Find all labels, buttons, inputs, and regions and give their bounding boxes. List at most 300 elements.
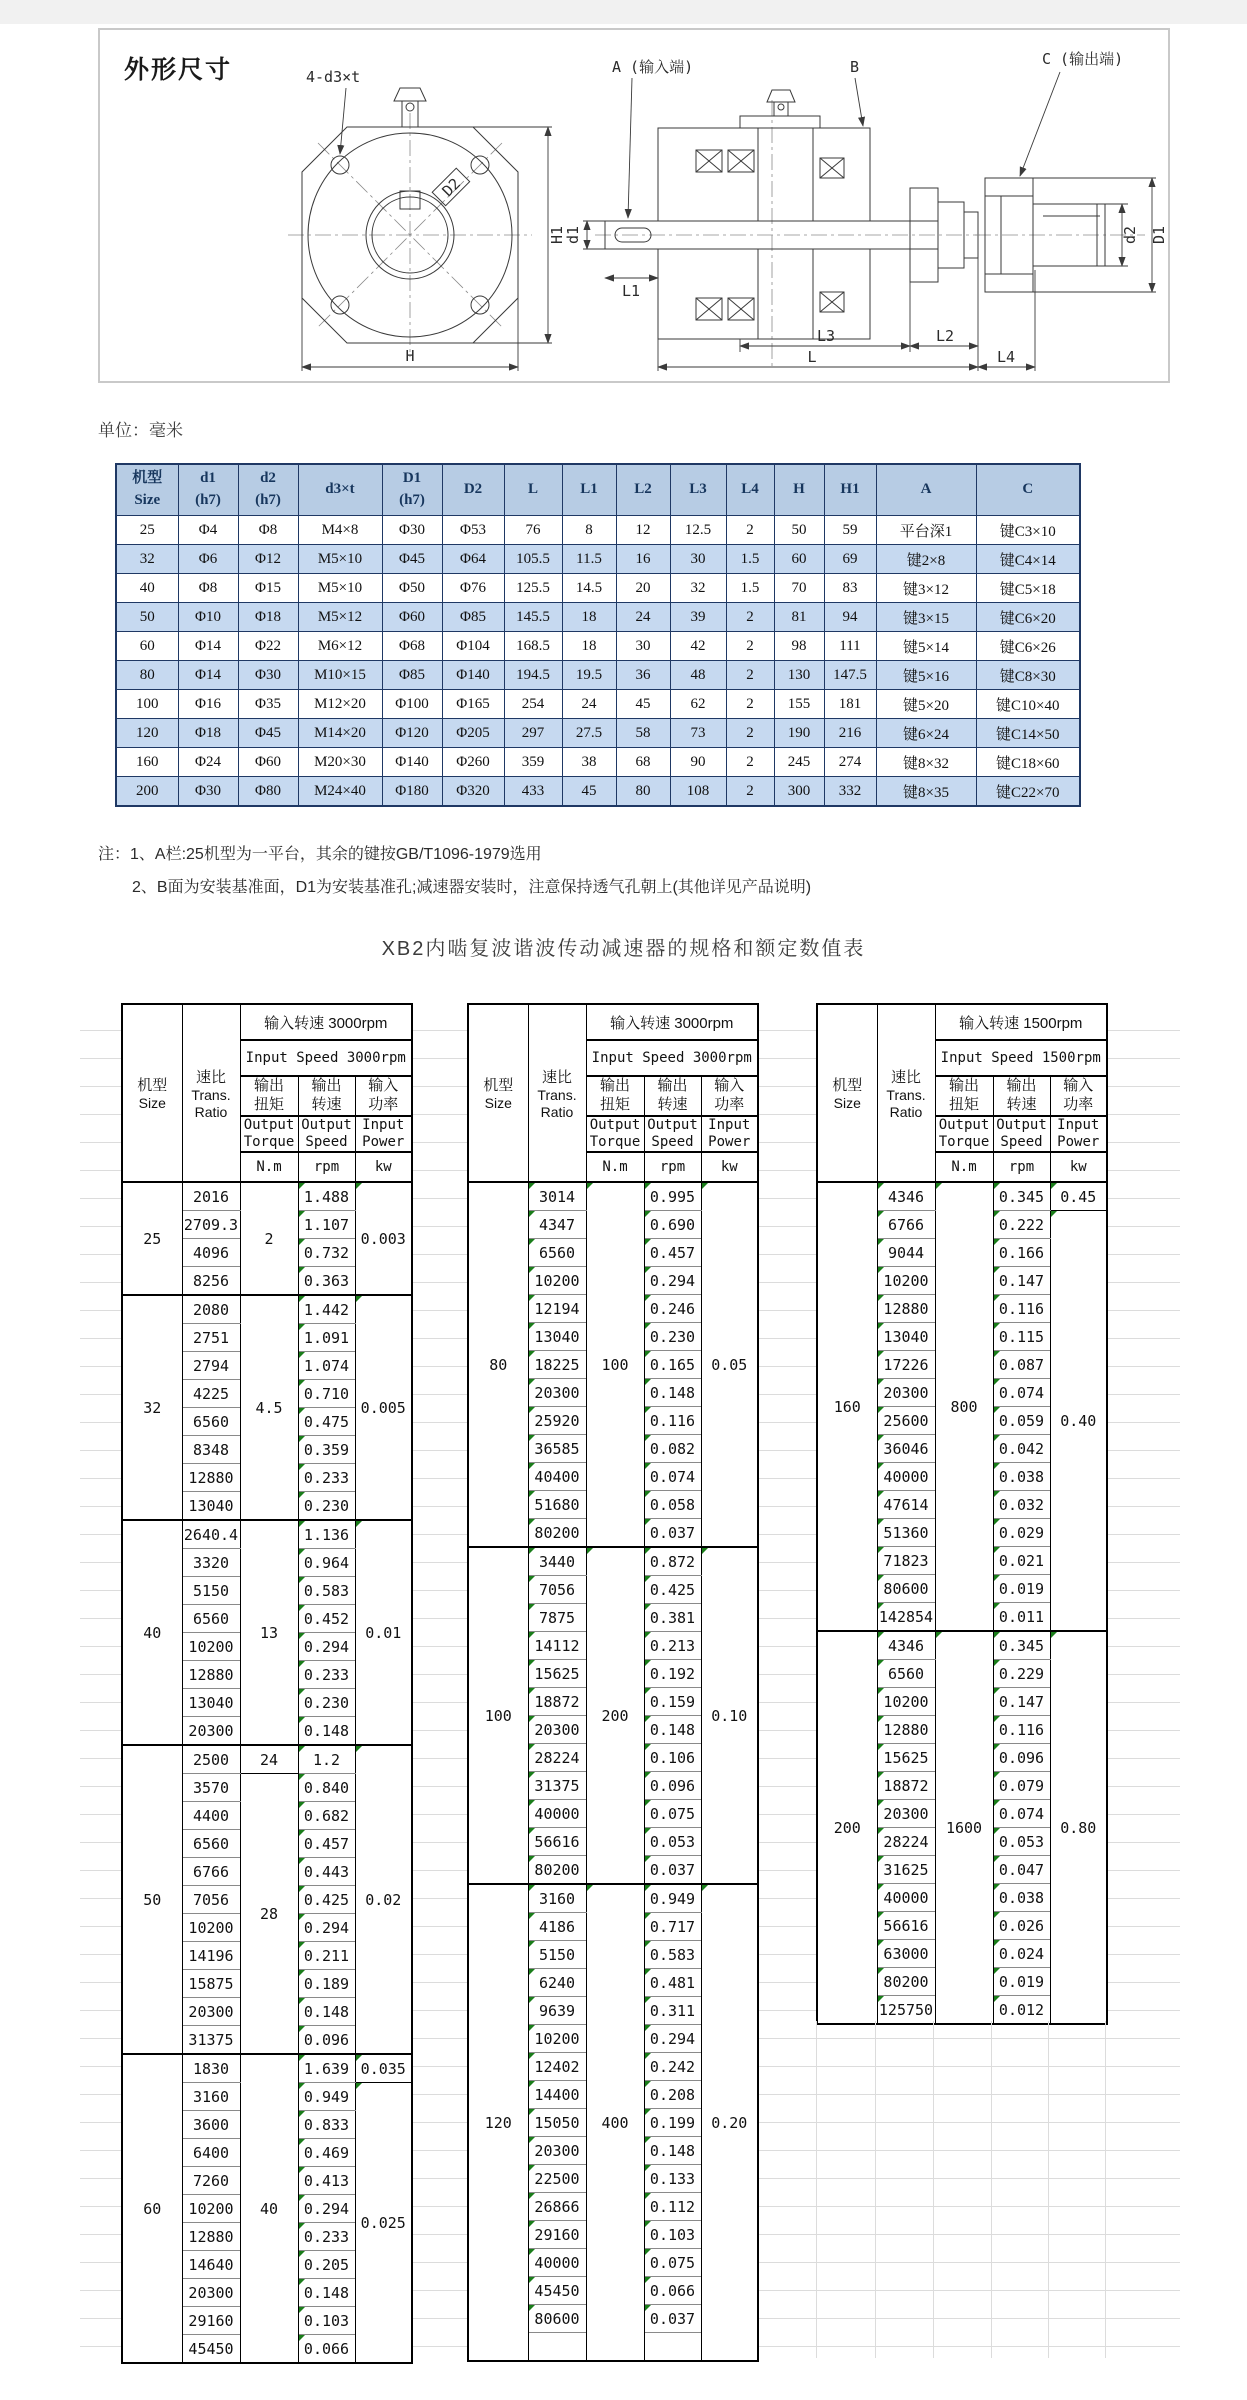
dim-label-d1: d1 xyxy=(564,225,582,245)
dim-cell: 27.5 xyxy=(562,719,616,748)
speed-cell: 0.082 xyxy=(644,1435,701,1463)
dim-cell: 155 xyxy=(774,690,824,719)
ratio-cell: 28224 xyxy=(528,1744,586,1772)
dim-cell: 90 xyxy=(670,748,726,777)
size-header: 机型 Size xyxy=(468,1004,528,1182)
ratio-cell: 12402 xyxy=(528,2053,586,2081)
spec-row xyxy=(817,1182,1107,1211)
ratio-cell: 2080 xyxy=(182,1295,240,1324)
dim-cell: 24 xyxy=(562,690,616,719)
speed-cell: 0.189 xyxy=(298,1970,355,1998)
speed-cell: 0.452 xyxy=(298,1605,355,1633)
speed-cell: 1.107 xyxy=(298,1211,355,1239)
dim-cell: 键2×8 xyxy=(876,545,976,574)
ratio-cell: 2016 xyxy=(182,1182,240,1211)
dim-cell: Φ30 xyxy=(382,516,442,545)
speed-cell: 0.166 xyxy=(993,1239,1050,1267)
ratio-cell: 18872 xyxy=(528,1688,586,1716)
power-cell: 0.10 xyxy=(701,1547,758,1884)
ratio-cell: 12194 xyxy=(528,1295,586,1323)
power-header-en: Input Power xyxy=(701,1116,758,1152)
torque-header-zh: 输出 扭矩 xyxy=(935,1076,993,1116)
technical-drawing xyxy=(100,30,1168,381)
unit-label: 单位：毫米 xyxy=(98,421,183,440)
power-cell: 0.003 xyxy=(355,1182,412,1295)
dim-cell: Φ24 xyxy=(178,748,238,777)
dim-cell: 254 xyxy=(504,690,562,719)
speed-cell: 0.294 xyxy=(298,2195,355,2223)
speed-cell: 0.246 xyxy=(644,1295,701,1323)
dim-cell: Φ8 xyxy=(238,516,298,545)
ratio-cell: 36046 xyxy=(877,1435,935,1463)
ratio-cell: 14400 xyxy=(528,2081,586,2109)
dim-label-bolt: 4-d3×t xyxy=(306,68,361,86)
dim-cell: 38 xyxy=(562,748,616,777)
dim-label-L2: L2 xyxy=(935,327,955,345)
dim-cell: Φ205 xyxy=(442,719,504,748)
dim-cell: 274 xyxy=(824,748,876,777)
dim-cell: Φ100 xyxy=(382,690,442,719)
torque-header-en: Output Torque xyxy=(240,1116,298,1152)
size-block-120 xyxy=(468,1884,758,2361)
size-cell: 25 xyxy=(122,1182,182,1295)
speed-cell: 0.481 xyxy=(644,1969,701,1997)
output-shaft-view xyxy=(975,50,1168,292)
size-block-200 xyxy=(817,1631,1107,2024)
speed-cell: 0.116 xyxy=(993,1295,1050,1323)
speed-unit: rpm xyxy=(993,1152,1050,1182)
ratio-cell: 40000 xyxy=(877,1463,935,1491)
speed-cell: 0.583 xyxy=(644,1941,701,1969)
ratio-cell: 4096 xyxy=(182,1239,240,1267)
dim-header-cell: d2 (h7) xyxy=(238,464,298,516)
ratio-cell: 4347 xyxy=(528,1211,586,1239)
spec-table-title: XB2内啮复波谐波传动减速器的规格和额定数值表 xyxy=(381,938,866,960)
torque-cell: 24 xyxy=(240,1745,298,1774)
input-speed-header-en: Input Speed 3000rpm xyxy=(240,1040,412,1076)
dim-cell: 45 xyxy=(562,777,616,807)
speed-cell: 0.717 xyxy=(644,1913,701,1941)
size-cell: 200 xyxy=(817,1631,877,2024)
dim-cell: 297 xyxy=(504,719,562,748)
dim-cell: 60 xyxy=(116,632,178,661)
grid-line xyxy=(1048,2021,1049,2358)
power-header-en: Input Power xyxy=(1050,1116,1107,1152)
ratio-cell: 7056 xyxy=(528,1576,586,1604)
dim-cell: M5×10 xyxy=(298,574,382,603)
dim-cell: 433 xyxy=(504,777,562,807)
dim-cell: Φ35 xyxy=(238,690,298,719)
ratio-cell: 6560 xyxy=(182,1408,240,1436)
size-block-80 xyxy=(468,1182,758,1547)
ratio-cell: 10200 xyxy=(528,1267,586,1295)
grid-line xyxy=(816,2021,817,2358)
dim-cell: 100 xyxy=(116,690,178,719)
dim-label-D1: D1 xyxy=(1150,225,1168,245)
dim-label-L1: L1 xyxy=(621,282,641,300)
ratio-cell: 31375 xyxy=(528,1772,586,1800)
ratio-cell: 25920 xyxy=(528,1407,586,1435)
ratio-cell: 3160 xyxy=(182,2083,240,2111)
speed-cell: 0.032 xyxy=(993,1491,1050,1519)
speed-cell: 0.029 xyxy=(993,1519,1050,1547)
ratio-cell: 20300 xyxy=(528,2137,586,2165)
speed-header-en: Output Speed xyxy=(993,1116,1050,1152)
dim-cell: 105.5 xyxy=(504,545,562,574)
spec-row xyxy=(122,1295,412,1324)
power-header-en: Input Power xyxy=(355,1116,412,1152)
dim-cell: 平台深1 xyxy=(876,516,976,545)
spec-table-2 xyxy=(816,1003,1108,2025)
power-cell: 0.45 xyxy=(1050,1182,1107,1211)
speed-cell: 0.311 xyxy=(644,1997,701,2025)
dim-cell: Φ16 xyxy=(178,690,238,719)
speed-unit: rpm xyxy=(644,1152,701,1182)
input-speed-header-en: Input Speed 1500rpm xyxy=(935,1040,1107,1076)
notes xyxy=(98,838,811,904)
dim-header-cell: L xyxy=(504,464,562,516)
ratio-cell: 1830 xyxy=(182,2054,240,2083)
torque-header-zh: 输出 扭矩 xyxy=(586,1076,644,1116)
ratio-cell: 71823 xyxy=(877,1547,935,1575)
speed-cell: 0.425 xyxy=(298,1886,355,1914)
speed-cell: 0.037 xyxy=(644,1519,701,1548)
speed-cell: 0.294 xyxy=(644,2025,701,2053)
size-header: 机型 Size xyxy=(817,1004,877,1182)
torque-header-en: Output Torque xyxy=(586,1116,644,1152)
speed-cell: 0.116 xyxy=(644,1407,701,1435)
speed-cell: 0.066 xyxy=(298,2335,355,2364)
dim-cell: Φ12 xyxy=(238,545,298,574)
dim-table-row xyxy=(116,632,1080,661)
ratio-header: 速比 Trans. Ratio xyxy=(182,1004,240,1182)
dim-cell: 2 xyxy=(726,603,774,632)
speed-header-zh: 输出 转速 xyxy=(298,1076,355,1116)
torque-cell: 40 xyxy=(240,2054,298,2363)
speed-cell: 0.710 xyxy=(298,1380,355,1408)
dim-cell: M24×40 xyxy=(298,777,382,807)
dim-cell: 16 xyxy=(616,545,670,574)
size-cell: 100 xyxy=(468,1547,528,1884)
dim-cell: Φ85 xyxy=(382,661,442,690)
dim-header-cell: C xyxy=(976,464,1080,516)
power-cell: 0.02 xyxy=(355,1745,412,2054)
ratio-cell: 14196 xyxy=(182,1942,240,1970)
size-block-160 xyxy=(817,1182,1107,1631)
speed-cell: 0.148 xyxy=(298,1717,355,1746)
dim-cell: 24 xyxy=(616,603,670,632)
dim-table-row xyxy=(116,690,1080,719)
ratio-cell: 51360 xyxy=(877,1519,935,1547)
speed-cell: 0.066 xyxy=(644,2277,701,2305)
size-block-60 xyxy=(122,2054,412,2363)
dim-cell: M5×12 xyxy=(298,603,382,632)
dim-cell: 12.5 xyxy=(670,516,726,545)
size-cell: 60 xyxy=(122,2054,182,2363)
dim-cell: Φ165 xyxy=(442,690,504,719)
speed-cell: 0.096 xyxy=(644,1772,701,1800)
dim-cell: 键C3×10 xyxy=(976,516,1080,545)
ratio-header: 速比 Trans. Ratio xyxy=(528,1004,586,1182)
ratio-cell: 20300 xyxy=(182,1998,240,2026)
speed-cell: 0.229 xyxy=(993,1660,1050,1688)
speed-cell: 0.840 xyxy=(298,1774,355,1802)
dim-cell: 14.5 xyxy=(562,574,616,603)
torque-cell: 13 xyxy=(240,1520,298,1745)
speed-header-zh: 输出 转速 xyxy=(993,1076,1050,1116)
dim-label-d2: d2 xyxy=(1121,225,1139,245)
speed-cell: 0.112 xyxy=(644,2193,701,2221)
speed-cell: 0.115 xyxy=(993,1323,1050,1351)
dim-cell: 2 xyxy=(726,661,774,690)
ratio-header: 速比 Trans. Ratio xyxy=(877,1004,935,1182)
dim-cell: 59 xyxy=(824,516,876,545)
dim-header-cell: A xyxy=(876,464,976,516)
speed-cell: 1.442 xyxy=(298,1295,355,1324)
ratio-cell: 6766 xyxy=(877,1211,935,1239)
ratio-cell: 10200 xyxy=(182,1914,240,1942)
ratio-cell: 31625 xyxy=(877,1856,935,1884)
speed-cell: 1.136 xyxy=(298,1520,355,1549)
flange-front-view xyxy=(288,68,566,371)
speed-cell: 0.457 xyxy=(644,1239,701,1267)
speed-cell: 0.233 xyxy=(298,1464,355,1492)
dim-cell: 键5×16 xyxy=(876,661,976,690)
dim-header-cell: 机型 Size xyxy=(116,464,178,516)
dim-cell: 76 xyxy=(504,516,562,545)
speed-cell: 0.103 xyxy=(298,2307,355,2335)
power-unit: kw xyxy=(1050,1152,1107,1182)
ratio-cell: 2640.4 xyxy=(182,1520,240,1549)
ratio-cell: 12880 xyxy=(182,1661,240,1689)
ratio-cell: 40000 xyxy=(877,1884,935,1912)
torque-cell: 800 xyxy=(935,1182,993,1631)
ratio-cell: 6560 xyxy=(182,1830,240,1858)
ratio-cell: 125750 xyxy=(877,1996,935,2025)
ratio-cell: 6240 xyxy=(528,1969,586,1997)
speed-cell: 0.148 xyxy=(644,1379,701,1407)
dim-cell: 69 xyxy=(824,545,876,574)
ratio-cell: 4400 xyxy=(182,1802,240,1830)
speed-cell: 0.230 xyxy=(644,1323,701,1351)
power-header-zh: 输入 功率 xyxy=(1050,1076,1107,1116)
dim-header-cell: L2 xyxy=(616,464,670,516)
ratio-cell: 8348 xyxy=(182,1436,240,1464)
ratio-cell: 20300 xyxy=(877,1800,935,1828)
ratio-cell: 36585 xyxy=(528,1435,586,1463)
ratio-cell: 6400 xyxy=(182,2139,240,2167)
spec-row xyxy=(468,1547,758,1576)
ratio-cell: 15050 xyxy=(528,2109,586,2137)
power-header-zh: 输入 功率 xyxy=(355,1076,412,1116)
dim-header-cell: L3 xyxy=(670,464,726,516)
speed-cell: 0.106 xyxy=(644,1744,701,1772)
dim-cell: Φ60 xyxy=(382,603,442,632)
dim-cell: Φ6 xyxy=(178,545,238,574)
ratio-cell: 17226 xyxy=(877,1351,935,1379)
speed-cell: 0.345 xyxy=(993,1631,1050,1660)
note-prefix: 注： xyxy=(98,846,131,863)
speed-cell: 0.233 xyxy=(298,1661,355,1689)
dim-cell: 键C8×30 xyxy=(976,661,1080,690)
size-block-100 xyxy=(468,1547,758,1884)
ratio-cell: 9044 xyxy=(877,1239,935,1267)
ratio-cell: 28224 xyxy=(877,1828,935,1856)
speed-cell xyxy=(644,2333,701,2362)
dim-cell: 160 xyxy=(116,748,178,777)
dim-table-row xyxy=(116,603,1080,632)
grid-line xyxy=(1105,2021,1106,2358)
dim-table-row xyxy=(116,574,1080,603)
ratio-cell: 12880 xyxy=(877,1295,935,1323)
ratio-cell: 5150 xyxy=(182,1577,240,1605)
dim-cell: Φ30 xyxy=(238,661,298,690)
dim-cell: Φ85 xyxy=(442,603,504,632)
dim-cell: Φ140 xyxy=(442,661,504,690)
power-cell: 0.20 xyxy=(701,1884,758,2361)
dim-cell: 键8×32 xyxy=(876,748,976,777)
speed-cell: 0.148 xyxy=(644,2137,701,2165)
note-text-2: 2、B面为安装基准面，D1为安装基准孔;减速器安装时，注意保持透气孔朝上(其他详见产品说明) xyxy=(132,879,812,896)
spec-table-region xyxy=(80,1003,1180,2358)
dim-cell: 键5×20 xyxy=(876,690,976,719)
torque-cell: 400 xyxy=(586,1884,644,2361)
size-block-50 xyxy=(122,1745,412,2054)
speed-cell: 0.205 xyxy=(298,2251,355,2279)
ratio-cell: 7056 xyxy=(182,1886,240,1914)
dim-cell: 130 xyxy=(774,661,824,690)
ratio-cell: 25600 xyxy=(877,1407,935,1435)
note-line-1 xyxy=(98,838,811,871)
dim-cell: 62 xyxy=(670,690,726,719)
size-cell: 80 xyxy=(468,1182,528,1547)
speed-cell: 0.995 xyxy=(644,1182,701,1211)
dim-cell: Φ18 xyxy=(238,603,298,632)
speed-cell: 0.222 xyxy=(993,1211,1050,1239)
ratio-cell: 12880 xyxy=(877,1716,935,1744)
dim-cell: M4×8 xyxy=(298,516,382,545)
drawing-title: 外形尺寸 xyxy=(124,56,233,84)
dim-cell: 200 xyxy=(116,777,178,807)
ratio-cell: 14112 xyxy=(528,1632,586,1660)
ratio-cell: 3014 xyxy=(528,1182,586,1211)
power-cell: 0.40 xyxy=(1050,1211,1107,1632)
spec-row xyxy=(468,1884,758,1913)
grid-line xyxy=(991,2021,992,2358)
dim-cell: Φ140 xyxy=(382,748,442,777)
dim-cell: 19.5 xyxy=(562,661,616,690)
dim-cell: 18 xyxy=(562,603,616,632)
speed-cell: 0.381 xyxy=(644,1604,701,1632)
dim-cell: 键C4×14 xyxy=(976,545,1080,574)
input-speed-header-zh: 输入转速 1500rpm xyxy=(935,1004,1107,1040)
dim-label-B: B xyxy=(850,58,860,76)
dim-cell: 40 xyxy=(116,574,178,603)
dim-cell: 2 xyxy=(726,690,774,719)
ratio-cell: 3320 xyxy=(182,1549,240,1577)
size-block-40 xyxy=(122,1520,412,1745)
dim-cell: 94 xyxy=(824,603,876,632)
speed-cell: 0.074 xyxy=(993,1379,1050,1407)
speed-cell: 0.019 xyxy=(993,1575,1050,1603)
speed-cell: 1.639 xyxy=(298,2054,355,2083)
dim-cell: 111 xyxy=(824,632,876,661)
dim-cell: 键C14×50 xyxy=(976,719,1080,748)
torque-cell: 2 xyxy=(240,1182,298,1295)
dim-cell: 168.5 xyxy=(504,632,562,661)
ratio-cell: 22500 xyxy=(528,2165,586,2193)
speed-cell: 0.024 xyxy=(993,1940,1050,1968)
note-text-1: 1、A栏:25机型为一平台，其余的键按GB/T1096-1979选用 xyxy=(130,846,542,863)
dim-cell: 2 xyxy=(726,632,774,661)
dim-label-C: C (输出端) xyxy=(1042,50,1124,68)
size-cell: 120 xyxy=(468,1884,528,2361)
ratio-cell: 80600 xyxy=(877,1575,935,1603)
speed-cell: 0.116 xyxy=(993,1716,1050,1744)
dim-cell: Φ45 xyxy=(238,719,298,748)
speed-cell: 0.074 xyxy=(644,1463,701,1491)
speed-cell: 0.469 xyxy=(298,2139,355,2167)
dim-cell: Φ68 xyxy=(382,632,442,661)
dim-cell: 32 xyxy=(670,574,726,603)
dim-cell: 键3×15 xyxy=(876,603,976,632)
spec-row xyxy=(122,1520,412,1549)
speed-cell: 0.012 xyxy=(993,1996,1050,2025)
power-cell: 0.035 xyxy=(355,2054,412,2083)
ratio-cell: 45450 xyxy=(182,2335,240,2364)
spec-row xyxy=(122,1182,412,1211)
speed-cell: 0.230 xyxy=(298,1689,355,1717)
dim-cell: Φ180 xyxy=(382,777,442,807)
ratio-cell: 40000 xyxy=(528,2249,586,2277)
spec-group-3000rpm-b xyxy=(467,1003,759,2362)
dim-cell: M12×20 xyxy=(298,690,382,719)
ratio-cell: 56616 xyxy=(528,1828,586,1856)
note-line-2 xyxy=(98,871,811,904)
ratio-cell: 29160 xyxy=(528,2221,586,2249)
speed-cell: 1.091 xyxy=(298,1324,355,1352)
speed-cell: 0.211 xyxy=(298,1942,355,1970)
dim-cell: 2 xyxy=(726,777,774,807)
dim-cell: 68 xyxy=(616,748,670,777)
speed-cell: 0.037 xyxy=(644,1856,701,1885)
dim-header-cell: D1 (h7) xyxy=(382,464,442,516)
dim-cell: 108 xyxy=(670,777,726,807)
ratio-cell: 10200 xyxy=(528,2025,586,2053)
spec-row xyxy=(468,1182,758,1211)
dim-cell: M10×15 xyxy=(298,661,382,690)
speed-cell: 0.208 xyxy=(644,2081,701,2109)
speed-cell: 0.148 xyxy=(298,2279,355,2307)
ratio-cell: 2709.3 xyxy=(182,1211,240,1239)
speed-cell: 0.096 xyxy=(993,1744,1050,1772)
section-side-view xyxy=(564,58,1035,371)
speed-cell: 0.021 xyxy=(993,1547,1050,1575)
torque-unit: N.m xyxy=(586,1152,644,1182)
dim-header-cell: d1 (h7) xyxy=(178,464,238,516)
dim-cell: Φ64 xyxy=(442,545,504,574)
speed-cell: 0.294 xyxy=(298,1633,355,1661)
speed-cell: 0.053 xyxy=(993,1828,1050,1856)
ratio-cell: 6560 xyxy=(182,1605,240,1633)
dim-cell: 键C6×26 xyxy=(976,632,1080,661)
speed-cell: 0.872 xyxy=(644,1547,701,1576)
torque-header-zh: 输出 扭矩 xyxy=(240,1076,298,1116)
dim-cell: 30 xyxy=(670,545,726,574)
dim-cell: Φ76 xyxy=(442,574,504,603)
dim-cell: 98 xyxy=(774,632,824,661)
dim-cell: 58 xyxy=(616,719,670,748)
